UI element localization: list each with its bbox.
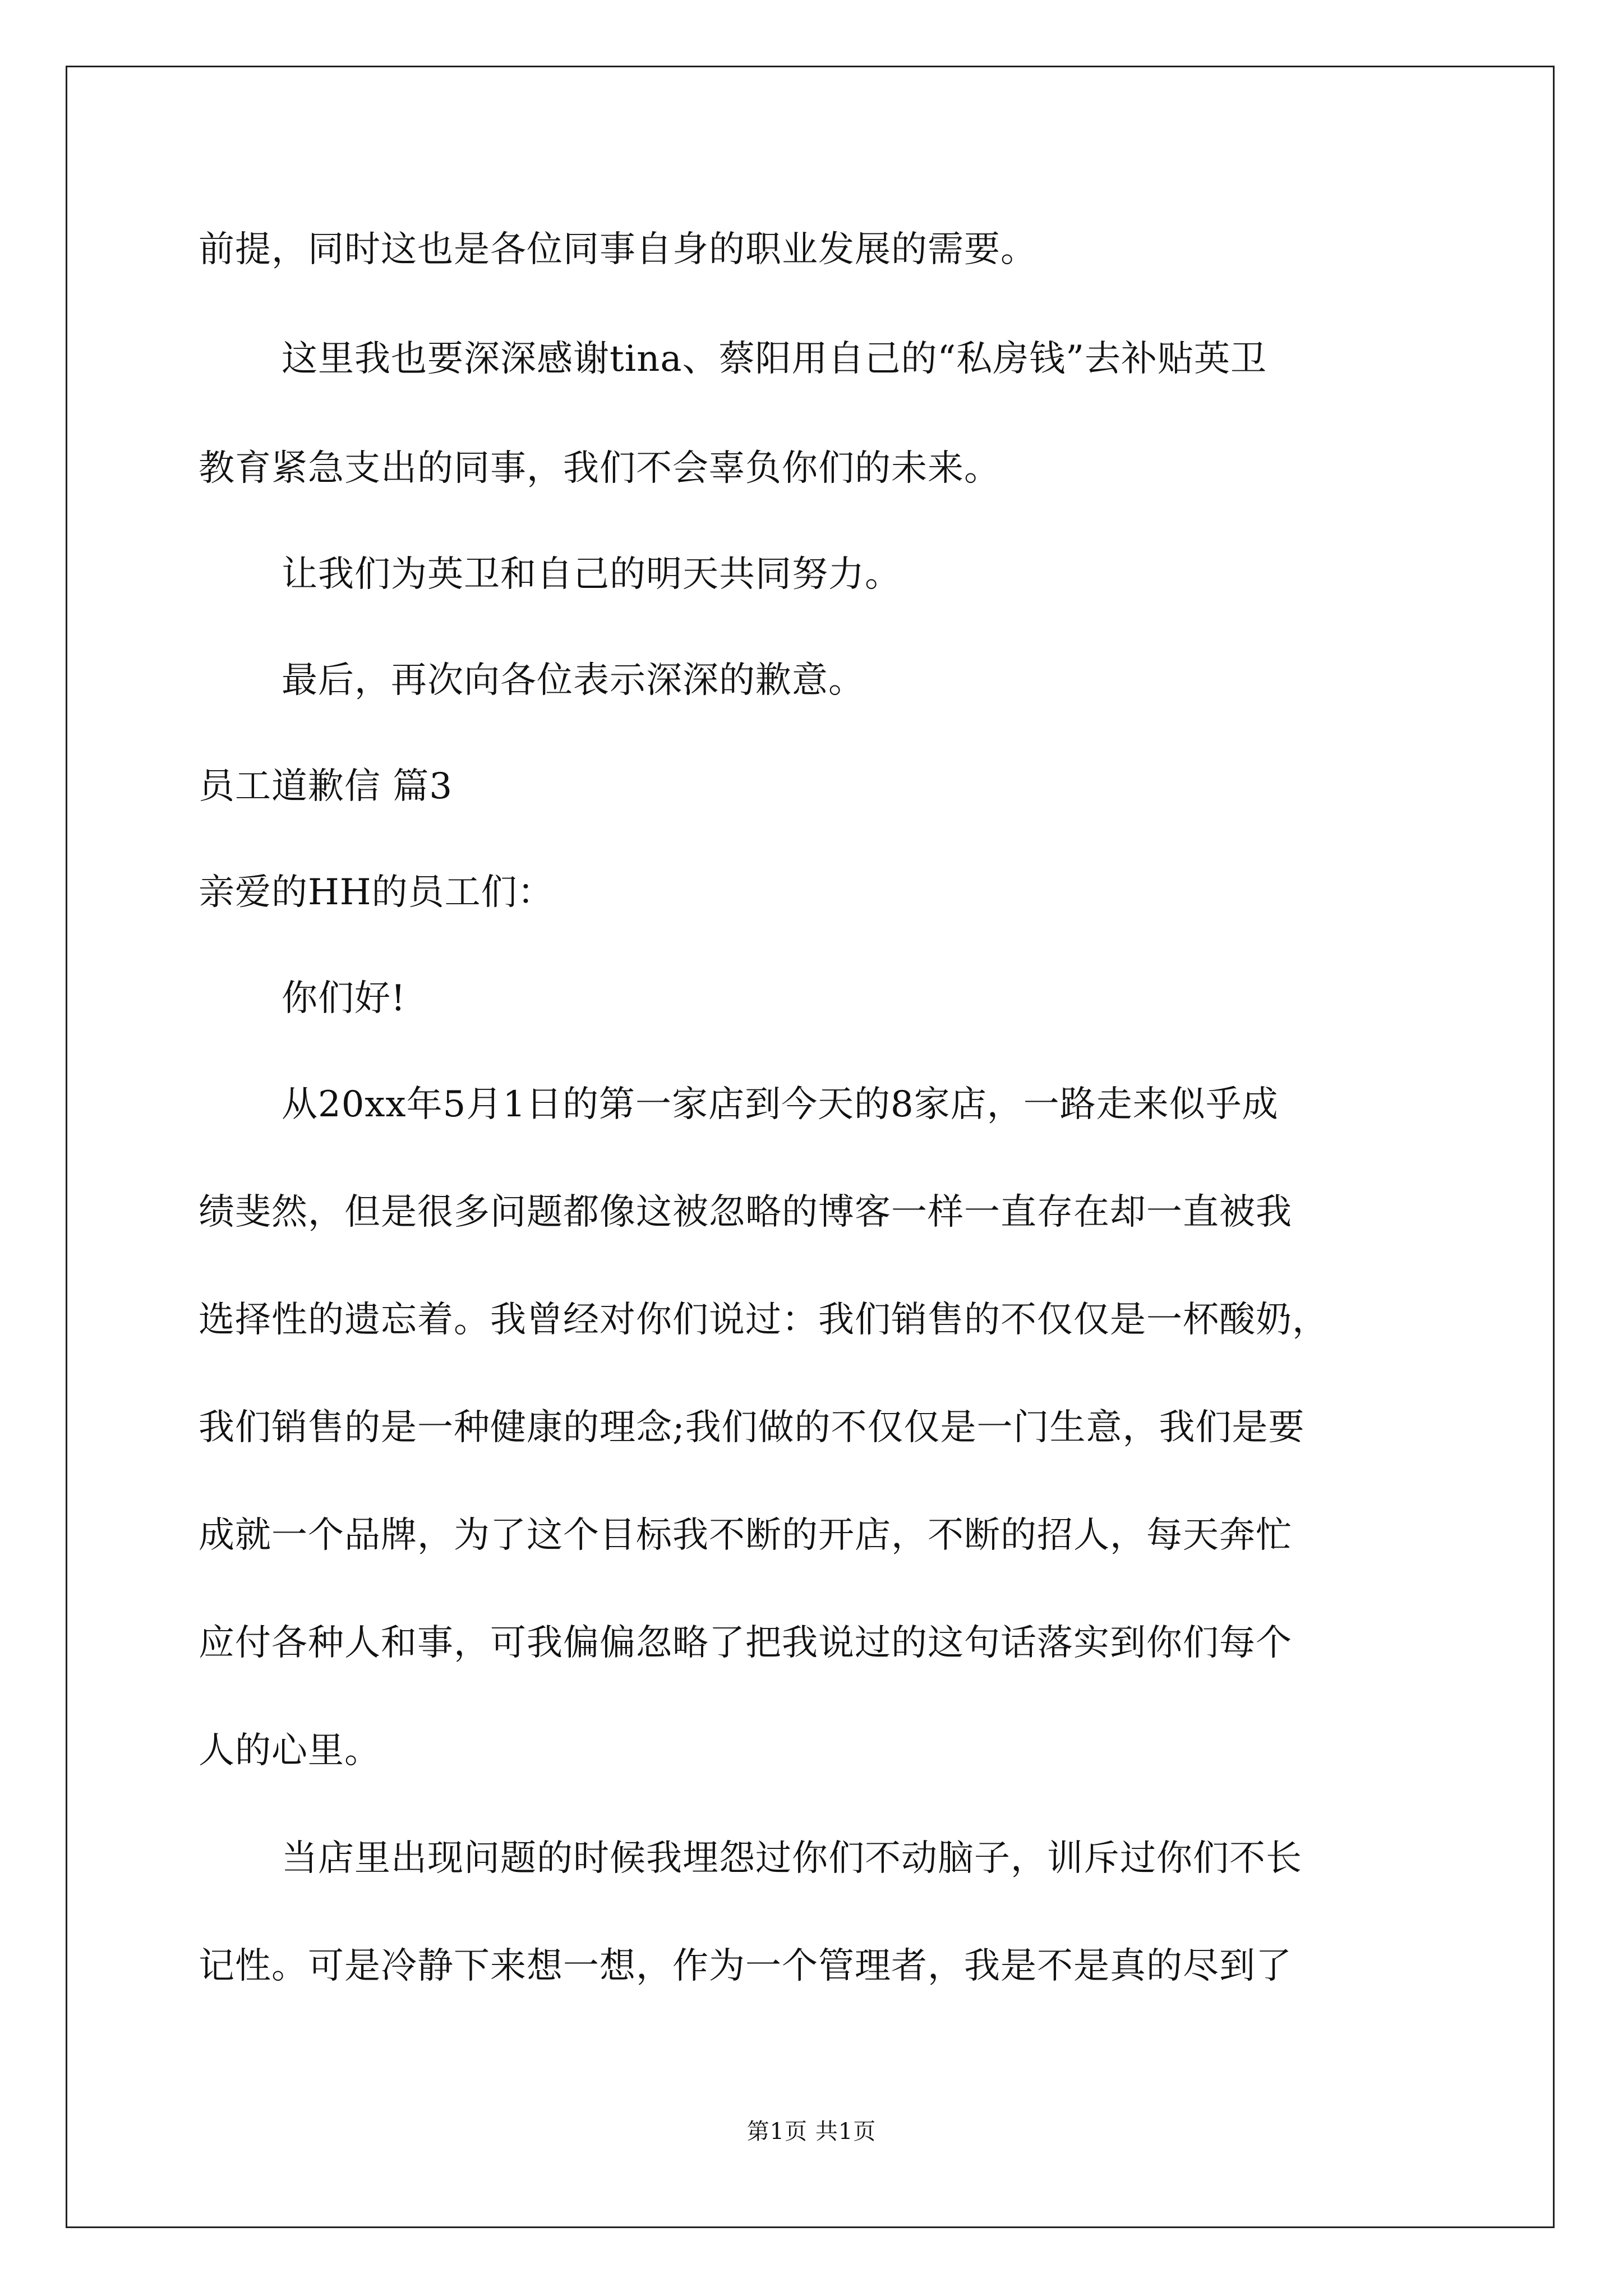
salutation: 亲爱的HH的员工们：	[199, 872, 554, 913]
body-line: 教育紧急支出的同事，我们不会辜负你们的未来。	[199, 448, 1000, 489]
body-line: 最后，再次向各位表示深深的歉意。	[282, 660, 865, 701]
body-line: 应付各种人和事，可我偏偏忽略了把我说过的这句话落实到你们每个	[199, 1622, 1292, 1664]
body-line: 让我们为英卫和自己的明天共同努力。	[282, 554, 901, 595]
body-line: 人的心里。	[199, 1730, 381, 1772]
body-line: 绩斐然，但是很多问题都像这被忽略的博客一样一直存在却一直被我	[199, 1191, 1292, 1233]
body-line: 从20xx年5月1日的第一家店到今天的8家店，一路走来似乎成	[282, 1084, 1279, 1125]
page-number-footer: 第1页 共1页	[746, 2119, 877, 2145]
body-line: 我们销售的是一种健康的理念;我们做的不仅仅是一门生意，我们是要	[199, 1407, 1305, 1448]
body-line: 记性。可是冷静下来想一想，作为一个管理者，我是不是真的尽到了	[199, 1945, 1292, 1987]
body-line: 前提，同时这也是各位同事自身的职业发展的需要。	[199, 229, 1037, 270]
greeting: 你们好!	[282, 978, 406, 1019]
body-line: 成就一个品牌，为了这个目标我不断的开店，不断的招人，每天奔忙	[199, 1515, 1292, 1556]
body-line: 选择性的遗忘着。我曾经对你们说过：我们销售的不仅仅是一杯酸奶，	[199, 1299, 1329, 1341]
page-border	[66, 66, 1555, 2228]
body-line: 这里我也要深深感谢tina、蔡阳用自己的“私房钱”去补贴英卫	[282, 338, 1267, 380]
body-line: 当店里出现问题的时候我埋怨过你们不动脑子，训斥过你们不长	[282, 1838, 1302, 1879]
section-heading: 员工道歉信 篇3	[199, 766, 453, 807]
